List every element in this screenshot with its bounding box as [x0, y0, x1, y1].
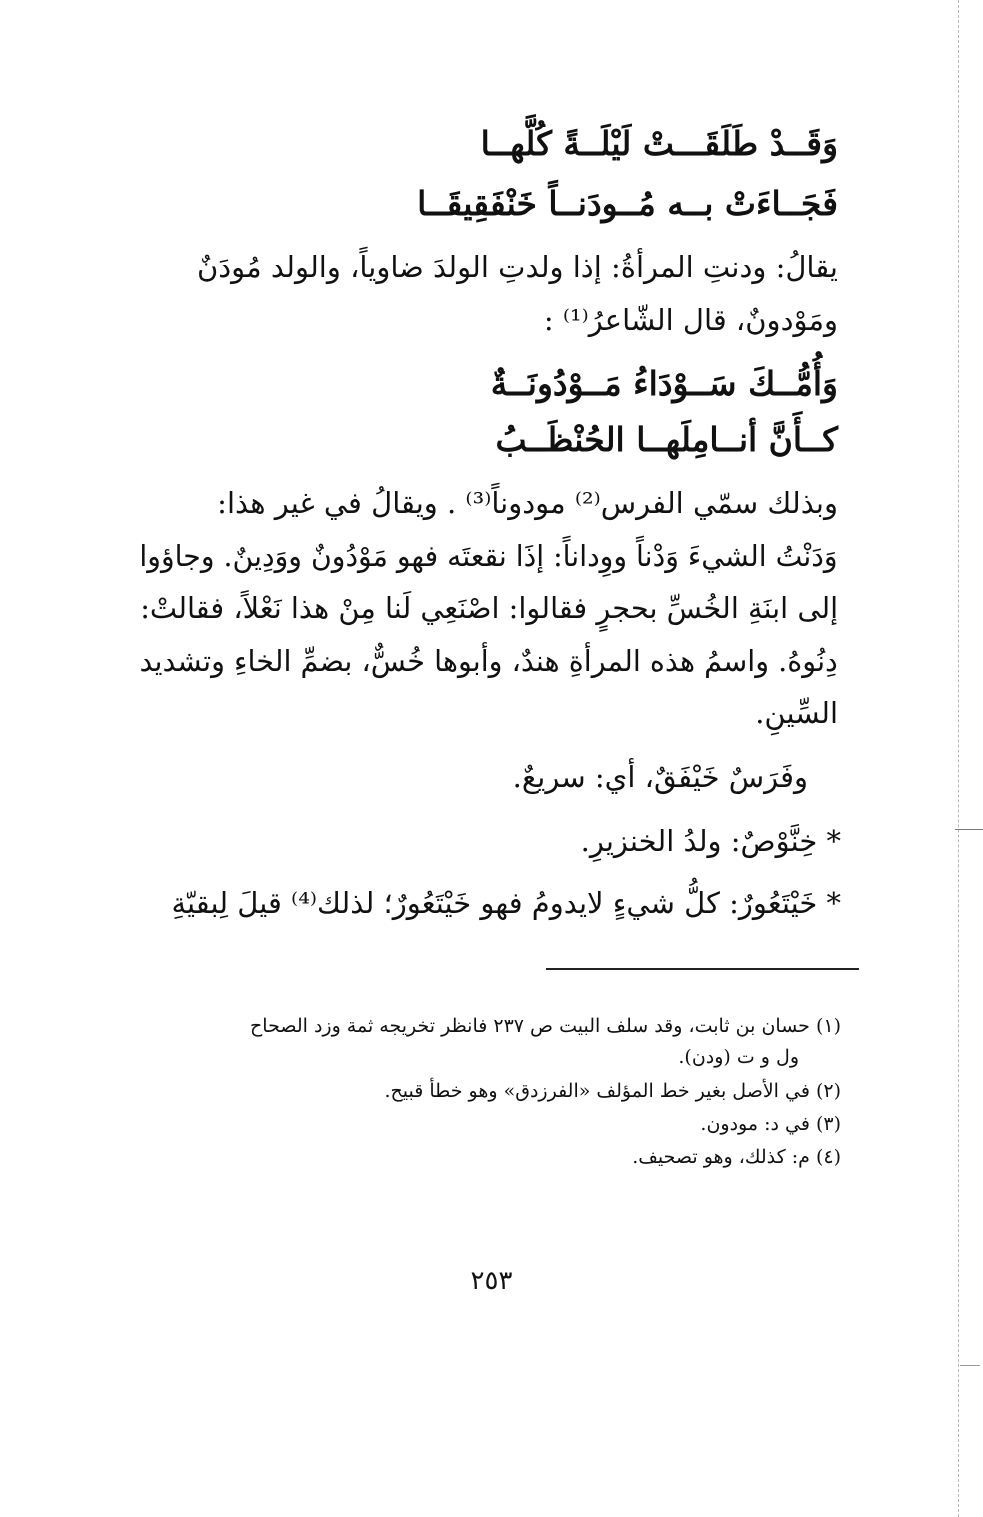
paragraph-1-line-1: يقالُ: ودنتِ المرأةُ: إذا ولدتِ الولدَ ضاوياً، والولد مُودَنٌ: [196, 250, 838, 284]
paragraph-2-line-5: السِّينِ.: [755, 696, 838, 730]
entry-khaytaour-line: * خَيْتَعُورٌ: كلُّ شيءٍ لايدومُ فهو خَيْتَعُورٌ؛ لذلك⁽⁴⁾ قيلَ لِبقيّةِ: [171, 886, 841, 920]
edge-mark-lower: [960, 1365, 980, 1366]
paragraph-2-line-3: إلى ابنَةِ الخُسِّ بحجرٍ فقالوا: اصْنَعِي لَنا مِنْ هذا نَعْلاً، فقالتْ:: [140, 591, 838, 625]
footnote-1: (١) حسان بن ثابت، وقد سلف البيت ص ٢٣٧ فانظر تخريجه ثمة وزد الصحاح: [250, 1015, 841, 1037]
footnote-separator: [546, 968, 859, 970]
entry-faras-line: وفَرَسٌ خَيْفَقٌ، أي: سريعٌ.: [512, 760, 808, 794]
entry-khannous-line: * خِنَّوْصٌ: ولدُ الخنزيرِ.: [580, 824, 841, 858]
footnote-1-continuation: ول و ت (ودن).: [678, 1046, 799, 1068]
verse-line-3: وَأُمُّــكَ سَــوْدَاءُ مَــوْدُونَــةٌ: [490, 364, 838, 403]
binding-edge-line: [958, 0, 959, 1517]
paragraph-2-line-1: وبذلك سمّي الفرس⁽²⁾ مودوناً⁽³⁾ . ويقالُ في غير هذا:: [217, 486, 838, 520]
footnote-3: (٣) في د: مودون.: [700, 1113, 841, 1135]
edge-mark: [955, 829, 983, 830]
paragraph-2-line-2: وَدَنْتُ الشيءَ وَدْناً ووِداناً: إذَا نقعتَه فهو مَوْدُونٌ ووَدِينٌ. وجاؤوا: [139, 539, 838, 573]
paragraph-1-line-2: ومَوْدونٌ، قال الشّاعرُ⁽¹⁾ :: [543, 303, 838, 337]
verse-line-1: وَقَــدْ طَلَقَـــتْ لَيْلَــةً كُلَّهــا: [480, 124, 838, 163]
verse-line-4: كــأَنَّ أنــامِلَهــا الحُنْظَــبُ: [495, 420, 838, 459]
footnote-4: (٤) م: كذلك، وهو تصحيف.: [632, 1146, 841, 1168]
verse-line-2: فَجَــاءَتْ بــه مُــودَنــاً خَنْفَقِيقَــا: [417, 184, 838, 223]
paragraph-2-line-4: دِنُوهُ. واسمُ هذه المرأةِ هندٌ، وأبوها خُسٌّ، بضمِّ الخاءِ وتشديد: [139, 644, 838, 678]
footnote-2: (٢) في الأصل بغير خط المؤلف «الفرزدق» وهو خطأ قبيح.: [384, 1080, 841, 1102]
page-number: ٢٥٣: [470, 1266, 513, 1296]
